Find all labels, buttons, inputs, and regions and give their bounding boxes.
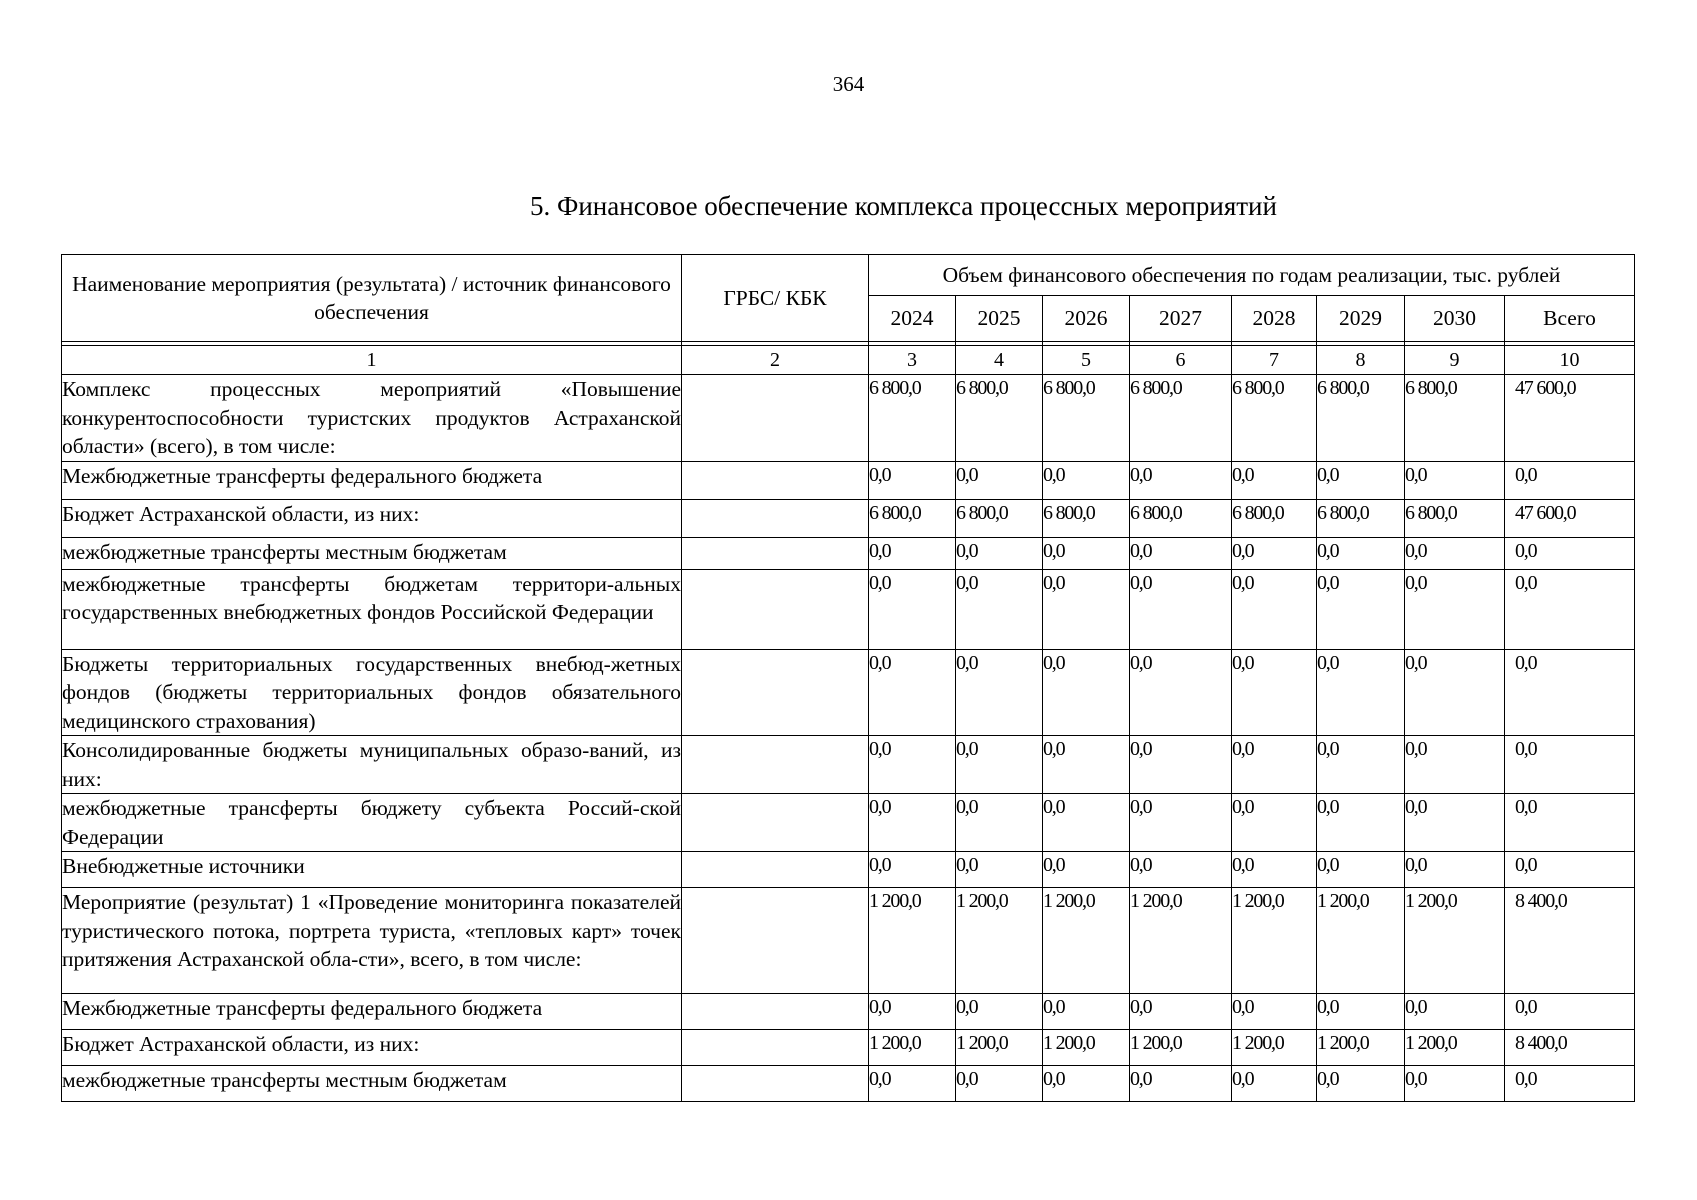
row-name: Мероприятие (результат) 1 «Проведение мониторинга показателей туристического потока, портрета туриста, «тепловых карт» точек притяжения Астраханской обла-сти», всего, в том числе:	[62, 888, 682, 994]
row-value: 6 800,0	[869, 499, 956, 537]
row-name: Комплекс процессных мероприятий «Повышение конкурентоспособности туристских продуктов Астраханской области» (всего), в том числе:	[62, 375, 682, 462]
row-value: 6 800,0	[1043, 499, 1130, 537]
page-number: 364	[832, 72, 865, 96]
row-value: 0,0	[1232, 1066, 1317, 1102]
row-value: 0,0	[869, 736, 956, 794]
table-row	[62, 736, 1635, 794]
row-name: Бюджет Астраханской области, из них:	[62, 499, 682, 537]
row-value: 0,0	[1130, 649, 1232, 736]
row-grbs	[682, 736, 869, 794]
row-value: 0,0	[1043, 1066, 1130, 1102]
row-total: 8 400,0	[1505, 888, 1635, 994]
row-value: 0,0	[869, 569, 956, 649]
row-value: 0,0	[1317, 852, 1405, 888]
row-value: 6 800,0	[1317, 375, 1405, 462]
row-value: 1 200,0	[869, 888, 956, 994]
row-value: 0,0	[956, 794, 1043, 852]
table-row	[62, 888, 1635, 994]
row-value: 6 800,0	[869, 375, 956, 462]
row-value: 0,0	[1043, 736, 1130, 794]
row-value: 0,0	[1043, 994, 1130, 1030]
row-grbs	[682, 649, 869, 736]
header-year: 2028	[1232, 296, 1317, 342]
row-value: 1 200,0	[956, 888, 1043, 994]
row-total: 0,0	[1505, 649, 1635, 736]
row-grbs	[682, 461, 869, 499]
row-value: 0,0	[869, 794, 956, 852]
row-value: 0,0	[1130, 1066, 1232, 1102]
column-number: 7	[1232, 346, 1317, 375]
row-value: 1 200,0	[1130, 1030, 1232, 1066]
row-name: Консолидированные бюджеты муниципальных образо-ваний, из них:	[62, 736, 682, 794]
header-total: Всего	[1505, 296, 1635, 342]
table-row	[62, 794, 1635, 852]
row-value: 1 200,0	[1232, 888, 1317, 994]
row-total: 0,0	[1505, 994, 1635, 1030]
row-value: 0,0	[1232, 794, 1317, 852]
header-year: 2027	[1130, 296, 1232, 342]
row-value: 1 200,0	[1317, 888, 1405, 994]
row-value: 0,0	[1405, 461, 1505, 499]
row-value: 1 200,0	[1317, 1030, 1405, 1066]
header-year: 2030	[1405, 296, 1505, 342]
row-value: 0,0	[956, 649, 1043, 736]
row-value: 1 200,0	[869, 1030, 956, 1066]
table-row	[62, 461, 1635, 499]
row-value: 0,0	[869, 852, 956, 888]
row-value: 6 800,0	[1405, 375, 1505, 462]
row-grbs	[682, 1066, 869, 1102]
header-year: 2024	[869, 296, 956, 342]
row-value: 1 200,0	[1130, 888, 1232, 994]
row-value: 6 800,0	[956, 499, 1043, 537]
table-row	[62, 375, 1635, 462]
row-value: 1 200,0	[1405, 1030, 1505, 1066]
row-name: Бюджет Астраханской области, из них:	[62, 1030, 682, 1066]
row-value: 0,0	[1130, 736, 1232, 794]
row-value: 0,0	[1317, 994, 1405, 1030]
row-value: 0,0	[1043, 794, 1130, 852]
row-value: 0,0	[956, 537, 1043, 569]
table-header	[62, 255, 1635, 346]
row-total: 0,0	[1505, 461, 1635, 499]
row-value: 6 800,0	[1130, 375, 1232, 462]
column-number: 3	[869, 346, 956, 375]
column-number: 9	[1405, 346, 1505, 375]
row-value: 0,0	[1130, 852, 1232, 888]
row-value: 0,0	[1232, 852, 1317, 888]
row-value: 0,0	[1232, 649, 1317, 736]
row-value: 6 800,0	[1232, 375, 1317, 462]
row-grbs	[682, 569, 869, 649]
row-name: межбюджетные трансферты местным бюджетам	[62, 537, 682, 569]
table-row	[62, 994, 1635, 1030]
header-year: 2026	[1043, 296, 1130, 342]
row-value: 0,0	[1317, 1066, 1405, 1102]
row-value: 0,0	[1405, 537, 1505, 569]
row-total: 0,0	[1505, 537, 1635, 569]
column-number: 4	[956, 346, 1043, 375]
row-grbs	[682, 888, 869, 994]
row-value: 0,0	[1317, 649, 1405, 736]
row-total: 0,0	[1505, 1066, 1635, 1102]
row-total: 0,0	[1505, 852, 1635, 888]
row-value: 1 200,0	[1405, 888, 1505, 994]
column-number: 10	[1505, 346, 1635, 375]
row-value: 6 800,0	[1317, 499, 1405, 537]
row-value: 0,0	[1232, 537, 1317, 569]
section-title: 5. Финансовое обеспечение комплекса процессных мероприятий	[530, 191, 1277, 221]
header-name: Наименование мероприятия (результата) / источник финансового обеспечения	[62, 255, 682, 342]
header-year: 2025	[956, 296, 1043, 342]
row-name: межбюджетные трансферты бюджетам территори-альных государственных внебюджетных фондов Российской Федерации	[62, 569, 682, 649]
row-value: 0,0	[1317, 569, 1405, 649]
table-row	[62, 569, 1635, 649]
table-row	[62, 499, 1635, 537]
row-value: 0,0	[1317, 736, 1405, 794]
row-total: 0,0	[1505, 794, 1635, 852]
row-grbs	[682, 375, 869, 462]
row-value: 6 800,0	[1232, 499, 1317, 537]
financing-table	[61, 254, 1635, 1102]
row-grbs	[682, 499, 869, 537]
row-total: 0,0	[1505, 736, 1635, 794]
table-body	[62, 346, 1635, 1102]
row-value: 0,0	[956, 994, 1043, 1030]
row-value: 6 800,0	[1405, 499, 1505, 537]
row-grbs	[682, 537, 869, 569]
row-value: 0,0	[1317, 461, 1405, 499]
row-value: 0,0	[1130, 569, 1232, 649]
row-value: 0,0	[1405, 794, 1505, 852]
row-value: 0,0	[1232, 994, 1317, 1030]
row-grbs	[682, 1030, 869, 1066]
row-total: 47 600,0	[1505, 499, 1635, 537]
row-total: 47 600,0	[1505, 375, 1635, 462]
column-number: 2	[682, 346, 869, 375]
table-row	[62, 649, 1635, 736]
table-row	[62, 1066, 1635, 1102]
row-value: 0,0	[956, 569, 1043, 649]
row-value: 0,0	[1130, 461, 1232, 499]
row-value: 0,0	[869, 1066, 956, 1102]
row-value: 1 200,0	[1043, 888, 1130, 994]
row-value: 0,0	[1232, 461, 1317, 499]
header-grbs: ГРБС/ КБК	[682, 255, 869, 342]
column-number: 1	[62, 346, 682, 375]
row-value: 0,0	[1405, 736, 1505, 794]
table-row	[62, 537, 1635, 569]
row-value: 0,0	[869, 994, 956, 1030]
row-value: 0,0	[1405, 649, 1505, 736]
table-row	[62, 1030, 1635, 1066]
column-number: 5	[1043, 346, 1130, 375]
row-value: 0,0	[1043, 852, 1130, 888]
row-value: 0,0	[1043, 569, 1130, 649]
table-row	[62, 852, 1635, 888]
row-value: 0,0	[869, 649, 956, 736]
row-value: 1 200,0	[1232, 1030, 1317, 1066]
row-value: 6 800,0	[1043, 375, 1130, 462]
row-name: межбюджетные трансферты бюджету субъекта Россий-ской Федерации	[62, 794, 682, 852]
row-total: 8 400,0	[1505, 1030, 1635, 1066]
row-value: 0,0	[956, 1066, 1043, 1102]
column-number: 8	[1317, 346, 1405, 375]
row-name: Внебюджетные источники	[62, 852, 682, 888]
row-value: 0,0	[1317, 537, 1405, 569]
column-number: 6	[1130, 346, 1232, 375]
row-value: 0,0	[869, 537, 956, 569]
row-value: 1 200,0	[1043, 1030, 1130, 1066]
row-grbs	[682, 852, 869, 888]
row-name: Бюджеты территориальных государственных внебюд-жетных фондов (бюджеты территориальных фондов обязательного медицинского страхования)	[62, 649, 682, 736]
row-value: 0,0	[1405, 569, 1505, 649]
row-value: 0,0	[869, 461, 956, 499]
row-value: 0,0	[1130, 537, 1232, 569]
header-year: 2029	[1317, 296, 1405, 342]
row-name: Межбюджетные трансферты федерального бюджета	[62, 461, 682, 499]
row-value: 0,0	[1130, 994, 1232, 1030]
row-total: 0,0	[1505, 569, 1635, 649]
row-value: 6 800,0	[956, 375, 1043, 462]
row-value: 0,0	[1317, 794, 1405, 852]
row-grbs	[682, 794, 869, 852]
row-value: 0,0	[956, 736, 1043, 794]
row-name: межбюджетные трансферты местным бюджетам	[62, 1066, 682, 1102]
header-volume: Объем финансового обеспечения по годам реализации, тыс. рублей	[869, 255, 1635, 296]
row-name: Межбюджетные трансферты федерального бюджета	[62, 994, 682, 1030]
column-numbers-row	[62, 346, 1635, 375]
row-grbs	[682, 994, 869, 1030]
row-value: 0,0	[956, 461, 1043, 499]
row-value: 0,0	[1130, 794, 1232, 852]
row-value: 0,0	[1405, 852, 1505, 888]
row-value: 1 200,0	[956, 1030, 1043, 1066]
row-value: 0,0	[956, 852, 1043, 888]
row-value: 0,0	[1043, 537, 1130, 569]
row-value: 0,0	[1405, 1066, 1505, 1102]
row-value: 0,0	[1232, 736, 1317, 794]
row-value: 0,0	[1405, 994, 1505, 1030]
row-value: 0,0	[1232, 569, 1317, 649]
row-value: 0,0	[1043, 461, 1130, 499]
row-value: 0,0	[1043, 649, 1130, 736]
row-value: 6 800,0	[1130, 499, 1232, 537]
